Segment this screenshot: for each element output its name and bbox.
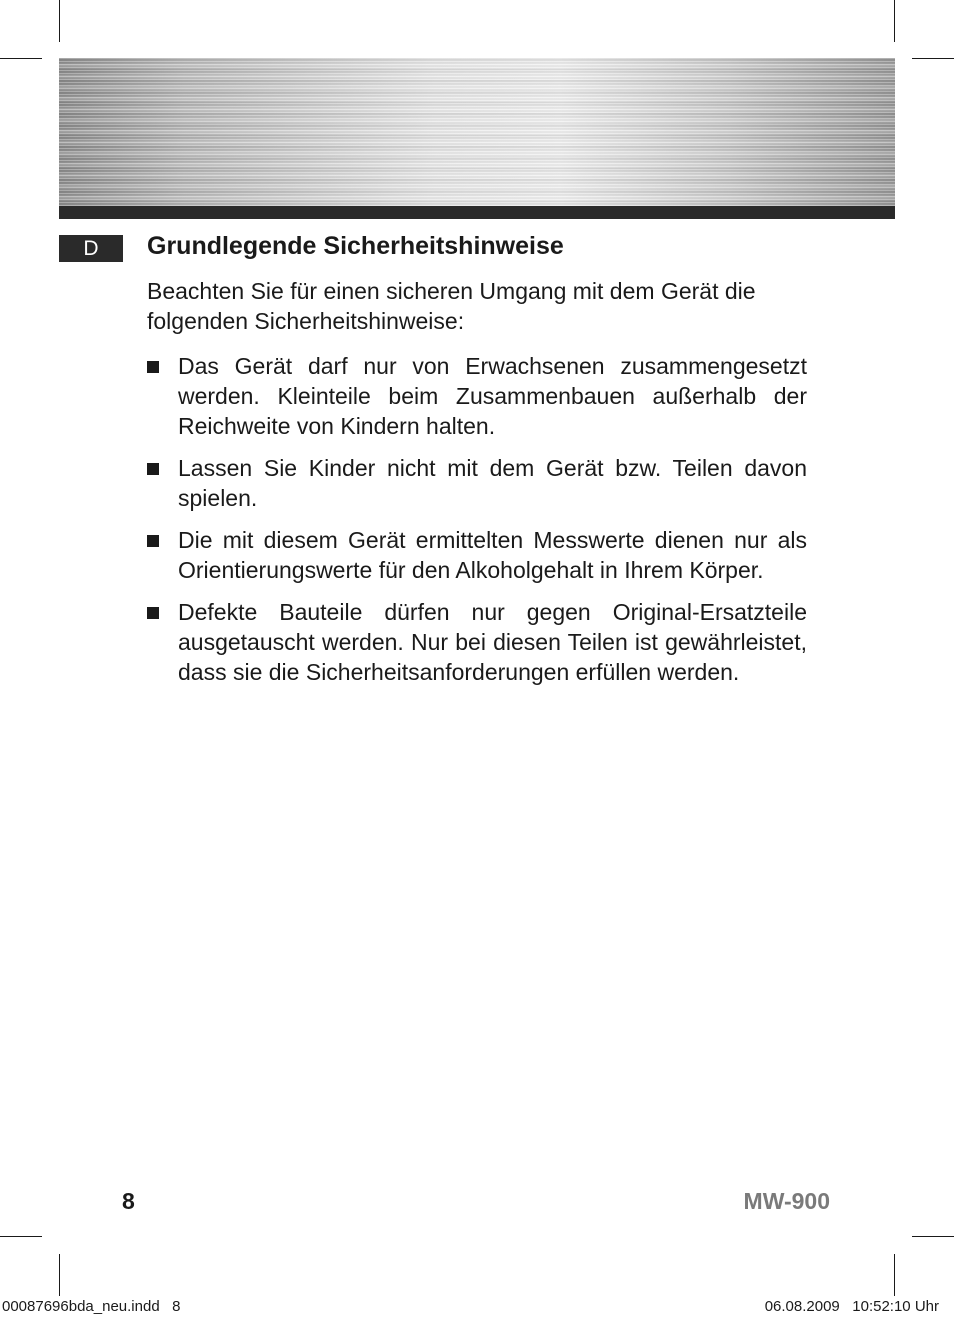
square-bullet-icon (147, 535, 159, 547)
crop-mark-top-right-h (912, 58, 954, 59)
list-item (147, 351, 807, 441)
crop-mark-top-left-h (0, 58, 42, 59)
banner-bar (59, 206, 895, 219)
list-item-text: Lassen Sie Kinder nicht mit dem Gerät bzw. Teilen davon spielen. (178, 455, 807, 511)
page-number: 8 (122, 1188, 135, 1214)
crop-mark-bottom-right-h (912, 1236, 954, 1237)
crop-mark-bottom-left-h (0, 1236, 42, 1237)
safety-list (147, 351, 807, 699)
list-item-text: Defekte Bauteile dürfen nur gegen Original-Ersatzteile ausgetauscht werden. Nur bei diesen Teilen ist gewährleistet, dass sie die Sicherheitsanforderungen erfüllen werden. (178, 599, 807, 685)
print-slug-file: 00087696bda_neu.indd 8 (2, 1298, 181, 1315)
language-tab: D (59, 235, 123, 262)
list-item-text: Die mit diesem Gerät ermittelten Messwerte dienen nur als Orientierungswerte für den Alkoholgehalt in Ihrem Körper. (178, 527, 807, 583)
crop-mark-bottom-left-v (59, 1254, 60, 1296)
crop-mark-bottom-right-v (894, 1254, 895, 1296)
crop-mark-top-left-v (59, 0, 60, 42)
list-item-text: Das Gerät darf nur von Erwachsenen zusammengesetzt werden. Kleinteile beim Zusammenbauen außerhalb der Reichweite von Kindern halten. (178, 353, 807, 439)
square-bullet-icon (147, 361, 159, 373)
crop-mark-top-right-v (894, 0, 895, 42)
square-bullet-icon (147, 463, 159, 475)
list-item (147, 453, 807, 513)
list-item (147, 525, 807, 585)
brushed-metal-banner (59, 58, 895, 206)
print-slug-datetime: 06.08.2009 10:52:10 Uhr (764, 1298, 939, 1315)
section-title: Grundlegende Sicherheitshinweise (147, 232, 564, 260)
model-label: MW-900 (743, 1188, 830, 1214)
section-intro: Beachten Sie für einen sicheren Umgang mit dem Gerät die folgenden Sicherheitshinweise: (147, 278, 756, 334)
list-item (147, 597, 807, 687)
square-bullet-icon (147, 607, 159, 619)
